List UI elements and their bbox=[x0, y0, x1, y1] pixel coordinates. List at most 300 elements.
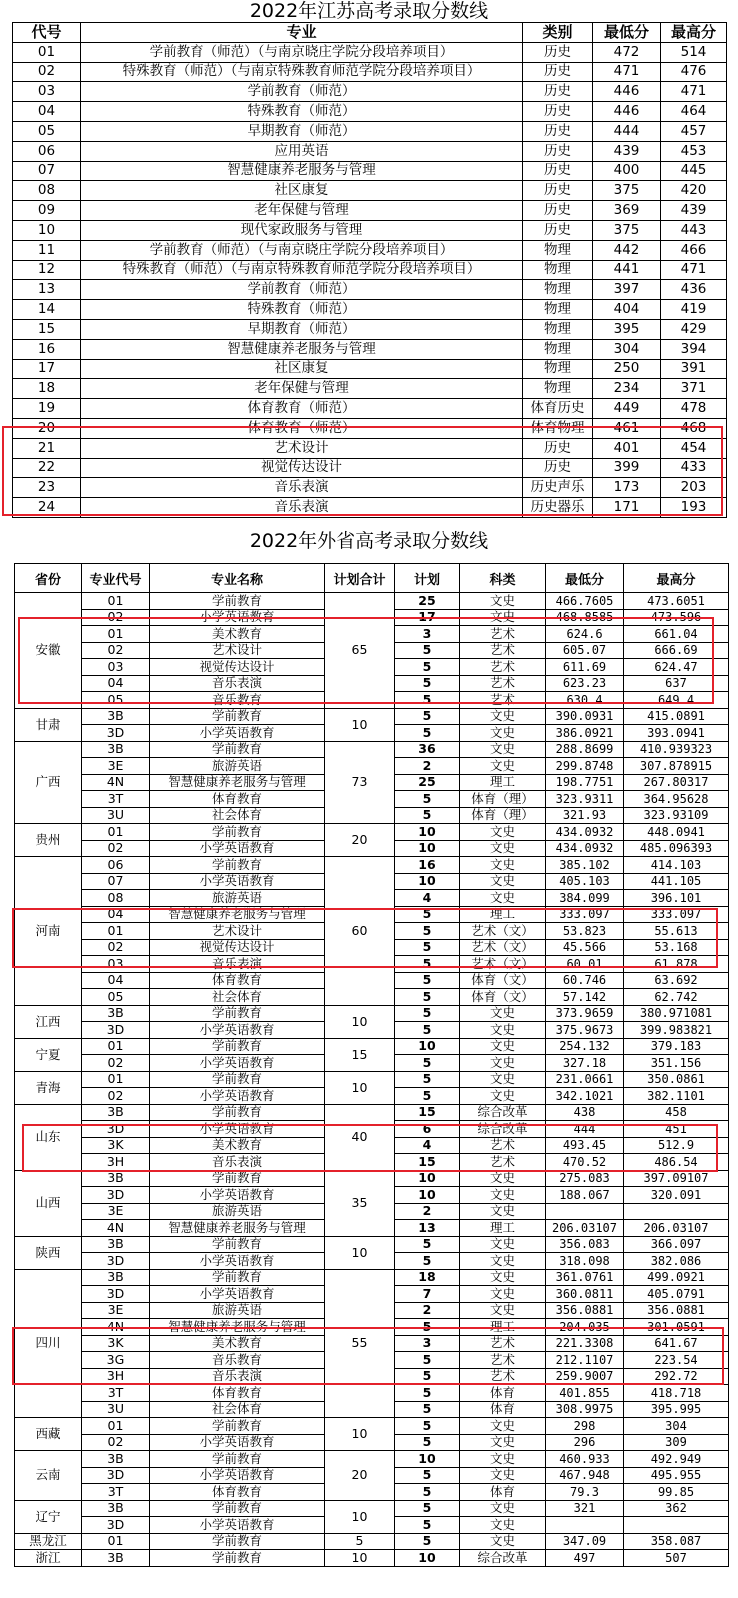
major-cell: 学前教育（师范）（与南京晓庄学院分段培养项目） bbox=[81, 42, 523, 62]
major-code-cell: 3D bbox=[82, 1286, 150, 1303]
min-score-cell: 446 bbox=[593, 82, 661, 102]
min-score-cell: 404 bbox=[593, 300, 661, 320]
plan-cell: 5 bbox=[395, 1071, 460, 1088]
major-code-cell: 3B bbox=[82, 1005, 150, 1022]
category-cell: 历史 bbox=[523, 181, 593, 201]
major-name-cell: 学前教育 bbox=[150, 857, 325, 874]
max-score-cell: 420 bbox=[661, 181, 727, 201]
major-code-cell: 3B bbox=[82, 1451, 150, 1468]
code-cell: 14 bbox=[13, 300, 81, 320]
min-score-cell: 234 bbox=[593, 379, 661, 399]
max-score-cell: 649.4 bbox=[624, 692, 729, 709]
min-score-cell: 444 bbox=[593, 121, 661, 141]
major-code-cell: 01 bbox=[82, 1071, 150, 1088]
min-score-cell: 321.93 bbox=[546, 807, 624, 824]
min-score-cell: 611.69 bbox=[546, 659, 624, 676]
max-score-cell: 445 bbox=[661, 161, 727, 181]
column-header: 计划合计 bbox=[325, 564, 395, 593]
table-row bbox=[13, 141, 727, 161]
category-cell: 物理 bbox=[523, 359, 593, 379]
category-cell: 历史 bbox=[523, 62, 593, 82]
major-name-cell: 音乐教育 bbox=[150, 1352, 325, 1369]
major-code-cell: 3D bbox=[82, 725, 150, 742]
major-code-cell: 3B bbox=[82, 741, 150, 758]
subject-cell: 艺术 bbox=[460, 659, 546, 676]
plan-total-cell: 55 bbox=[325, 1269, 395, 1418]
table-row bbox=[15, 1005, 729, 1022]
subject-cell: 综合改革 bbox=[460, 1550, 546, 1567]
major-code-cell: 03 bbox=[82, 659, 150, 676]
min-score-cell: 461 bbox=[593, 418, 661, 438]
max-score-cell: 382.086 bbox=[624, 1253, 729, 1270]
column-header: 代号 bbox=[13, 23, 81, 43]
major-code-cell: 3B bbox=[82, 1500, 150, 1517]
major-name-cell: 小学英语教育 bbox=[150, 1253, 325, 1270]
major-name-cell: 小学英语教育 bbox=[150, 1055, 325, 1072]
code-cell: 17 bbox=[13, 359, 81, 379]
code-cell: 11 bbox=[13, 240, 81, 260]
plan-cell: 5 bbox=[395, 939, 460, 956]
max-score-cell: 63.692 bbox=[624, 972, 729, 989]
column-header: 省份 bbox=[15, 564, 82, 593]
plan-cell: 5 bbox=[395, 807, 460, 824]
province-cell: 广西 bbox=[15, 741, 82, 824]
max-score-cell: 448.0941 bbox=[624, 824, 729, 841]
subject-cell: 文史 bbox=[460, 1005, 546, 1022]
major-code-cell: 03 bbox=[82, 956, 150, 973]
major-name-cell: 艺术设计 bbox=[150, 642, 325, 659]
plan-cell: 10 bbox=[395, 1170, 460, 1187]
min-score-cell: 605.07 bbox=[546, 642, 624, 659]
province-cell: 西藏 bbox=[15, 1418, 82, 1451]
table-row bbox=[13, 240, 727, 260]
category-cell: 物理 bbox=[523, 379, 593, 399]
major-name-cell: 美术教育 bbox=[150, 1137, 325, 1154]
category-cell: 历史 bbox=[523, 121, 593, 141]
max-score-cell: 323.93109 bbox=[624, 807, 729, 824]
plan-cell: 4 bbox=[395, 890, 460, 907]
min-score-cell: 624.6 bbox=[546, 626, 624, 643]
max-score-cell: 393.0941 bbox=[624, 725, 729, 742]
table-row bbox=[15, 1269, 729, 1286]
subject-cell: 文史 bbox=[460, 1236, 546, 1253]
plan-cell: 5 bbox=[395, 906, 460, 923]
major-code-cell: 04 bbox=[82, 675, 150, 692]
major-code-cell: 3D bbox=[82, 1253, 150, 1270]
min-score-cell: 449 bbox=[593, 399, 661, 419]
major-code-cell: 3D bbox=[82, 1517, 150, 1534]
max-score-cell: 486.54 bbox=[624, 1154, 729, 1171]
min-score-cell: 401.855 bbox=[546, 1385, 624, 1402]
min-score-cell: 173 bbox=[593, 478, 661, 498]
major-name-cell: 学前教育 bbox=[150, 1500, 325, 1517]
code-cell: 20 bbox=[13, 418, 81, 438]
plan-cell: 10 bbox=[395, 1550, 460, 1567]
major-code-cell: 3H bbox=[82, 1368, 150, 1385]
major-name-cell: 小学英语教育 bbox=[150, 873, 325, 890]
subject-cell: 艺术 bbox=[460, 642, 546, 659]
table-row bbox=[13, 399, 727, 419]
min-score-cell: 347.09 bbox=[546, 1533, 624, 1550]
max-score-cell: 443 bbox=[661, 220, 727, 240]
province-cell: 山西 bbox=[15, 1170, 82, 1236]
province-cell: 四川 bbox=[15, 1269, 82, 1418]
plan-cell: 36 bbox=[395, 741, 460, 758]
min-score-cell: 198.7751 bbox=[546, 774, 624, 791]
major-name-cell: 体育教育 bbox=[150, 791, 325, 808]
subject-cell: 文史 bbox=[460, 1434, 546, 1451]
column-header: 最低分 bbox=[546, 564, 624, 593]
max-score-cell: 292.72 bbox=[624, 1368, 729, 1385]
subject-cell: 综合改革 bbox=[460, 1104, 546, 1121]
subject-cell: 文史 bbox=[460, 1451, 546, 1468]
min-score-cell: 254.132 bbox=[546, 1038, 624, 1055]
plan-cell: 15 bbox=[395, 1104, 460, 1121]
max-score-cell: 499.0921 bbox=[624, 1269, 729, 1286]
subject-cell: 体育（理） bbox=[460, 791, 546, 808]
min-score-cell: 623.23 bbox=[546, 675, 624, 692]
major-code-cell: 3B bbox=[82, 1236, 150, 1253]
table-row bbox=[13, 339, 727, 359]
province-cell: 安徽 bbox=[15, 593, 82, 709]
major-code-cell: 02 bbox=[82, 1055, 150, 1072]
max-score-cell: 362 bbox=[624, 1500, 729, 1517]
plan-cell: 5 bbox=[395, 972, 460, 989]
subject-cell: 艺术（文） bbox=[460, 923, 546, 940]
major-name-cell: 学前教育 bbox=[150, 1550, 325, 1567]
subject-cell: 理工 bbox=[460, 774, 546, 791]
min-score-cell bbox=[546, 1203, 624, 1220]
major-code-cell: 01 bbox=[82, 626, 150, 643]
code-cell: 04 bbox=[13, 102, 81, 122]
min-score-cell: 400 bbox=[593, 161, 661, 181]
table-header-row bbox=[15, 564, 729, 593]
column-header: 最高分 bbox=[624, 564, 729, 593]
category-cell: 历史 bbox=[523, 438, 593, 458]
subject-cell: 文史 bbox=[460, 1055, 546, 1072]
subject-cell: 艺术 bbox=[460, 692, 546, 709]
subject-cell: 体育（文） bbox=[460, 972, 546, 989]
subject-cell: 体育 bbox=[460, 1385, 546, 1402]
major-name-cell: 社会体育 bbox=[150, 1401, 325, 1418]
major-code-cell: 02 bbox=[82, 840, 150, 857]
category-cell: 物理 bbox=[523, 339, 593, 359]
table-row bbox=[13, 201, 727, 221]
major-name-cell: 小学英语教育 bbox=[150, 1517, 325, 1534]
max-score-cell: 307.878915 bbox=[624, 758, 729, 775]
major-cell: 特殊教育（师范） bbox=[81, 102, 523, 122]
max-score-cell: 333.097 bbox=[624, 906, 729, 923]
major-name-cell: 学前教育 bbox=[150, 1038, 325, 1055]
plan-cell: 5 bbox=[395, 1401, 460, 1418]
major-cell: 老年保健与管理 bbox=[81, 379, 523, 399]
max-score-cell: 478 bbox=[661, 399, 727, 419]
major-name-cell: 小学英语教育 bbox=[150, 1187, 325, 1204]
max-score-cell: 464 bbox=[661, 102, 727, 122]
major-code-cell: 3B bbox=[82, 708, 150, 725]
subject-cell: 艺术 bbox=[460, 1352, 546, 1369]
category-cell: 历史器乐 bbox=[523, 498, 593, 518]
min-score-cell: 308.9975 bbox=[546, 1401, 624, 1418]
max-score-cell: 395.995 bbox=[624, 1401, 729, 1418]
min-score-cell: 375.9673 bbox=[546, 1022, 624, 1039]
min-score-cell: 318.098 bbox=[546, 1253, 624, 1270]
major-name-cell: 学前教育 bbox=[150, 1071, 325, 1088]
major-code-cell: 3D bbox=[82, 1187, 150, 1204]
code-cell: 02 bbox=[13, 62, 81, 82]
min-score-cell: 434.0932 bbox=[546, 824, 624, 841]
plan-total-cell: 15 bbox=[325, 1038, 395, 1071]
max-score-cell bbox=[624, 1203, 729, 1220]
plan-cell: 10 bbox=[395, 1187, 460, 1204]
plan-total-cell: 20 bbox=[325, 824, 395, 857]
major-cell: 早期教育（师范） bbox=[81, 121, 523, 141]
major-name-cell: 小学英语教育 bbox=[150, 1121, 325, 1138]
plan-cell: 5 bbox=[395, 989, 460, 1006]
major-name-cell: 学前教育 bbox=[150, 593, 325, 610]
max-score-cell: 356.0881 bbox=[624, 1302, 729, 1319]
plan-total-cell: 73 bbox=[325, 741, 395, 824]
max-score-cell: 485.096393 bbox=[624, 840, 729, 857]
major-name-cell: 小学英语教育 bbox=[150, 1088, 325, 1105]
major-cell: 学前教育（师范）（与南京晓庄学院分段培养项目） bbox=[81, 240, 523, 260]
plan-cell: 4 bbox=[395, 1137, 460, 1154]
plan-total-cell: 10 bbox=[325, 708, 395, 741]
category-cell: 体育物理 bbox=[523, 418, 593, 438]
max-score-cell: 55.613 bbox=[624, 923, 729, 940]
min-score-cell bbox=[546, 1517, 624, 1534]
table-row bbox=[15, 1550, 729, 1567]
major-name-cell: 智慧健康养老服务与管理 bbox=[150, 774, 325, 791]
jiangsu-score-table bbox=[12, 22, 727, 518]
major-code-cell: 3U bbox=[82, 1401, 150, 1418]
min-score-cell: 405.103 bbox=[546, 873, 624, 890]
max-score-cell: 495.955 bbox=[624, 1467, 729, 1484]
major-cell: 智慧健康养老服务与管理 bbox=[81, 339, 523, 359]
code-cell: 12 bbox=[13, 260, 81, 280]
max-score-cell: 419 bbox=[661, 300, 727, 320]
min-score-cell: 171 bbox=[593, 498, 661, 518]
plan-cell: 5 bbox=[395, 1236, 460, 1253]
major-cell: 艺术设计 bbox=[81, 438, 523, 458]
min-score-cell: 441 bbox=[593, 260, 661, 280]
subject-cell: 文史 bbox=[460, 741, 546, 758]
major-code-cell: 3B bbox=[82, 1550, 150, 1567]
max-score-cell: 471 bbox=[661, 260, 727, 280]
category-cell: 物理 bbox=[523, 319, 593, 339]
province-cell: 辽宁 bbox=[15, 1500, 82, 1533]
major-name-cell: 视觉传达设计 bbox=[150, 659, 325, 676]
major-code-cell: 08 bbox=[82, 890, 150, 907]
major-code-cell: 01 bbox=[82, 1418, 150, 1435]
major-cell: 特殊教育（师范）（与南京特殊教育师范学院分段培养项目） bbox=[81, 62, 523, 82]
category-cell: 物理 bbox=[523, 240, 593, 260]
major-cell: 现代家政服务与管理 bbox=[81, 220, 523, 240]
min-score-cell: 79.3 bbox=[546, 1484, 624, 1501]
max-score-cell: 410.939323 bbox=[624, 741, 729, 758]
plan-cell: 15 bbox=[395, 1154, 460, 1171]
major-code-cell: 3B bbox=[82, 1269, 150, 1286]
major-code-cell: 05 bbox=[82, 989, 150, 1006]
max-score-cell: 512.9 bbox=[624, 1137, 729, 1154]
min-score-cell: 212.1107 bbox=[546, 1352, 624, 1369]
subject-cell: 文史 bbox=[460, 1302, 546, 1319]
major-code-cell: 01 bbox=[82, 824, 150, 841]
major-name-cell: 学前教育 bbox=[150, 1533, 325, 1550]
major-code-cell: 02 bbox=[82, 1088, 150, 1105]
category-cell: 历史 bbox=[523, 42, 593, 62]
max-score-cell: 414.103 bbox=[624, 857, 729, 874]
code-cell: 15 bbox=[13, 319, 81, 339]
min-score-cell: 361.0761 bbox=[546, 1269, 624, 1286]
major-name-cell: 学前教育 bbox=[150, 708, 325, 725]
major-name-cell: 体育教育 bbox=[150, 1484, 325, 1501]
major-name-cell: 小学英语教育 bbox=[150, 1434, 325, 1451]
min-score-cell: 444 bbox=[546, 1121, 624, 1138]
min-score-cell: 630.4 bbox=[546, 692, 624, 709]
major-name-cell: 音乐表演 bbox=[150, 1154, 325, 1171]
min-score-cell: 401 bbox=[593, 438, 661, 458]
major-cell: 视觉传达设计 bbox=[81, 458, 523, 478]
province-cell: 云南 bbox=[15, 1451, 82, 1501]
table-row bbox=[13, 102, 727, 122]
code-cell: 07 bbox=[13, 161, 81, 181]
max-score-cell: 379.183 bbox=[624, 1038, 729, 1055]
subject-cell: 艺术 bbox=[460, 626, 546, 643]
plan-cell: 5 bbox=[395, 642, 460, 659]
min-score-cell: 60.01 bbox=[546, 956, 624, 973]
max-score-cell: 61.878 bbox=[624, 956, 729, 973]
min-score-cell: 321 bbox=[546, 1500, 624, 1517]
plan-total-cell: 10 bbox=[325, 1071, 395, 1104]
table-row bbox=[13, 280, 727, 300]
code-cell: 23 bbox=[13, 478, 81, 498]
major-cell: 老年保健与管理 bbox=[81, 201, 523, 221]
subject-cell: 文史 bbox=[460, 1418, 546, 1435]
major-name-cell: 小学英语教育 bbox=[150, 609, 325, 626]
category-cell: 历史 bbox=[523, 220, 593, 240]
code-cell: 03 bbox=[13, 82, 81, 102]
subject-cell: 艺术 bbox=[460, 675, 546, 692]
max-score-cell: 458 bbox=[624, 1104, 729, 1121]
min-score-cell: 250 bbox=[593, 359, 661, 379]
major-name-cell: 小学英语教育 bbox=[150, 1022, 325, 1039]
subject-cell: 体育（理） bbox=[460, 807, 546, 824]
max-score-cell: 637 bbox=[624, 675, 729, 692]
subject-cell: 理工 bbox=[460, 1220, 546, 1237]
plan-cell: 18 bbox=[395, 1269, 460, 1286]
major-cell: 学前教育（师范） bbox=[81, 82, 523, 102]
min-score-cell: 369 bbox=[593, 201, 661, 221]
major-code-cell: 3D bbox=[82, 1467, 150, 1484]
min-score-cell: 288.8699 bbox=[546, 741, 624, 758]
max-score-cell: 429 bbox=[661, 319, 727, 339]
column-header: 科类 bbox=[460, 564, 546, 593]
category-cell: 历史 bbox=[523, 102, 593, 122]
major-code-cell: 3T bbox=[82, 791, 150, 808]
major-cell: 智慧健康养老服务与管理 bbox=[81, 161, 523, 181]
subject-cell: 文史 bbox=[460, 824, 546, 841]
table-row bbox=[15, 857, 729, 874]
max-score-cell: 394 bbox=[661, 339, 727, 359]
major-name-cell: 智慧健康养老服务与管理 bbox=[150, 1220, 325, 1237]
table-row bbox=[13, 82, 727, 102]
min-score-cell: 323.9311 bbox=[546, 791, 624, 808]
province-cell: 陕西 bbox=[15, 1236, 82, 1269]
major-name-cell: 视觉传达设计 bbox=[150, 939, 325, 956]
major-cell: 应用英语 bbox=[81, 141, 523, 161]
max-score-cell bbox=[624, 1517, 729, 1534]
plan-cell: 5 bbox=[395, 1253, 460, 1270]
major-code-cell: 02 bbox=[82, 642, 150, 659]
column-header: 专业 bbox=[81, 23, 523, 43]
max-score-cell: 441.105 bbox=[624, 873, 729, 890]
category-cell: 历史 bbox=[523, 82, 593, 102]
plan-total-cell: 10 bbox=[325, 1005, 395, 1038]
table-row bbox=[15, 741, 729, 758]
plan-cell: 6 bbox=[395, 1121, 460, 1138]
max-score-cell: 364.95628 bbox=[624, 791, 729, 808]
max-score-cell: 397.09107 bbox=[624, 1170, 729, 1187]
column-header: 最低分 bbox=[593, 23, 661, 43]
category-cell: 历史 bbox=[523, 201, 593, 221]
min-score-cell: 342.1021 bbox=[546, 1088, 624, 1105]
table-row bbox=[13, 379, 727, 399]
table-row bbox=[13, 300, 727, 320]
max-score-cell: 366.097 bbox=[624, 1236, 729, 1253]
min-score-cell: 259.9007 bbox=[546, 1368, 624, 1385]
max-score-cell: 382.1101 bbox=[624, 1088, 729, 1105]
plan-total-cell: 10 bbox=[325, 1550, 395, 1567]
province-cell: 黑龙江 bbox=[15, 1533, 82, 1550]
min-score-cell: 439 bbox=[593, 141, 661, 161]
plan-cell: 2 bbox=[395, 1302, 460, 1319]
major-code-cell: 04 bbox=[82, 906, 150, 923]
major-name-cell: 美术教育 bbox=[150, 626, 325, 643]
category-cell: 物理 bbox=[523, 260, 593, 280]
major-code-cell: 3T bbox=[82, 1385, 150, 1402]
max-score-cell: 473.6051 bbox=[624, 593, 729, 610]
plan-cell: 25 bbox=[395, 774, 460, 791]
plan-cell: 10 bbox=[395, 840, 460, 857]
table-row bbox=[15, 1170, 729, 1187]
major-name-cell: 智慧健康养老服务与管理 bbox=[150, 1319, 325, 1336]
min-score-cell: 45.566 bbox=[546, 939, 624, 956]
plan-cell: 5 bbox=[395, 1385, 460, 1402]
plan-cell: 5 bbox=[395, 1533, 460, 1550]
major-name-cell: 学前教育 bbox=[150, 1269, 325, 1286]
major-name-cell: 音乐教育 bbox=[150, 692, 325, 709]
min-score-cell: 472 bbox=[593, 42, 661, 62]
plan-cell: 5 bbox=[395, 1467, 460, 1484]
min-score-cell: 470.52 bbox=[546, 1154, 624, 1171]
major-code-cell: 3E bbox=[82, 1302, 150, 1319]
table-row bbox=[13, 260, 727, 280]
min-score-cell: 333.097 bbox=[546, 906, 624, 923]
max-score-cell: 453 bbox=[661, 141, 727, 161]
major-name-cell: 音乐表演 bbox=[150, 956, 325, 973]
max-score-cell: 468 bbox=[661, 418, 727, 438]
plan-cell: 5 bbox=[395, 659, 460, 676]
min-score-cell: 446 bbox=[593, 102, 661, 122]
min-score-cell: 60.746 bbox=[546, 972, 624, 989]
max-score-cell: 418.718 bbox=[624, 1385, 729, 1402]
min-score-cell: 438 bbox=[546, 1104, 624, 1121]
max-score-cell: 624.47 bbox=[624, 659, 729, 676]
table-row bbox=[15, 1451, 729, 1468]
max-score-cell: 405.0791 bbox=[624, 1286, 729, 1303]
plan-total-cell: 20 bbox=[325, 1451, 395, 1501]
